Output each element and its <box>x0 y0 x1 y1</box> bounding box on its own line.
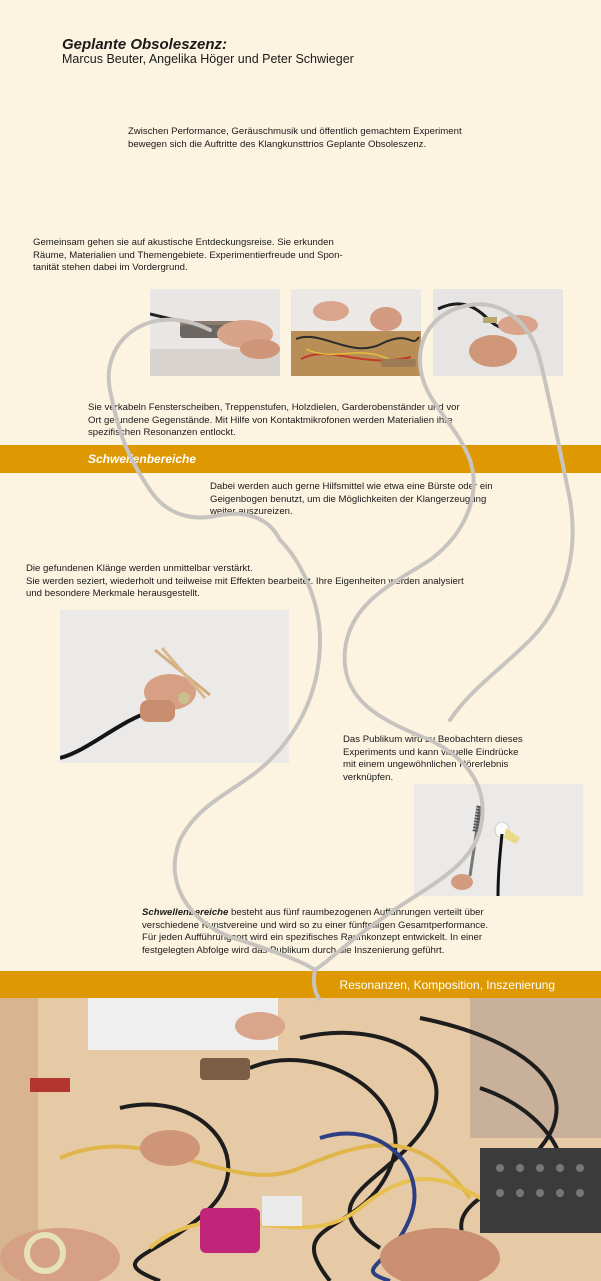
text-line: mit einem ungewöhnlichen Hörerlebnis <box>343 759 509 770</box>
photo-hands-with-wires <box>291 289 421 376</box>
final-paragraph <box>142 907 488 957</box>
text-line: Sie verkabeln Fensterscheiben, Treppenstufen, Holzdielen, Garderobenständer und vor <box>88 402 460 413</box>
text-line: festgelegten Abfolge wird das Publikum durch die Inszenierung geführt. <box>142 944 445 956</box>
text-line: Sie werden seziert, wiederholt und teilweise mit Effekten bearbeitet. Ihre Eigenheiten werden analysiert <box>26 575 464 587</box>
journey-paragraph <box>33 237 343 275</box>
text-line: spezifischen Resonanzen entlockt. <box>88 427 236 438</box>
section-heading: Schwellenbereiche <box>88 452 197 466</box>
text-line: Experiments und kann visuelle Eindrücke <box>343 746 519 758</box>
text-span: besteht aus fünf raumbezogenen Aufführungen verteilt über <box>228 907 484 918</box>
text-line: verknüpfen. <box>343 771 394 783</box>
tools-paragraph <box>210 481 493 519</box>
text-line: Räume, Materialien und Themengebiete. Experimentierfreude und Spon- <box>33 249 343 261</box>
photo-brush-on-glass <box>150 289 280 376</box>
section-band-schwellenbereiche <box>0 445 601 473</box>
text-line: Die gefundenen Klänge werden unmittelbar verstärkt. <box>26 563 253 574</box>
text-line: tanität stehen dabei im Vordergrund. <box>33 262 188 273</box>
text-line: verschiedene Kunstvereine und wird so zu einer fünfteiligen Gesamtperformance. <box>142 919 489 931</box>
text-line: weiter auszureizen. <box>210 506 293 517</box>
page-title: Geplante Obsoleszenz: <box>62 36 228 53</box>
text-line: Dabei werden auch gerne Hilfsmittel wie etwa eine Bürste oder ein <box>210 481 493 492</box>
photo-cable-table <box>0 998 601 1281</box>
text-line <box>142 907 488 920</box>
text-line: Geigenbogen benutzt, um die Möglichkeiten der Klangerzeugung <box>210 493 487 505</box>
emphasis-title: Schwellenbereiche <box>142 907 229 918</box>
intro-paragraph <box>128 126 462 151</box>
text-line: und besondere Merkmale herausgestellt. <box>26 588 200 599</box>
text-line: Für jeden Aufführungsort wird ein spezifisches Raumkonzept entwickelt. In einer <box>142 932 483 943</box>
text-line: Ort gefundene Gegenstände. Mit Hilfe von Kontaktmikrofonen werden Materialien ihre <box>88 414 453 426</box>
section-band-resonanzen <box>0 971 601 998</box>
audience-paragraph <box>343 734 523 784</box>
page-authors: Marcus Beuter, Angelika Höger und Peter Schwieger <box>62 52 354 66</box>
photo-hand-with-sticks <box>60 610 289 763</box>
text-line: bewegen sich die Auftritte des Klangkunsttrios Geplante Obsoleszenz. <box>128 138 427 150</box>
wiring-paragraph <box>88 402 460 440</box>
photo-mic-on-wall <box>433 289 563 376</box>
text-line: Gemeinsam gehen sie auf akustische Entdeckungsreise. Sie erkunden <box>33 237 334 248</box>
photo-brush-on-wall <box>414 784 583 896</box>
text-line: Zwischen Performance, Geräuschmusik und öffentlich gemachtem Experiment <box>128 126 462 137</box>
text-line: Das Publikum wird zu Beobachtern dieses <box>343 734 523 745</box>
section-heading: Resonanzen, Komposition, Inszenierung <box>339 978 555 992</box>
sounds-paragraph <box>26 563 464 601</box>
